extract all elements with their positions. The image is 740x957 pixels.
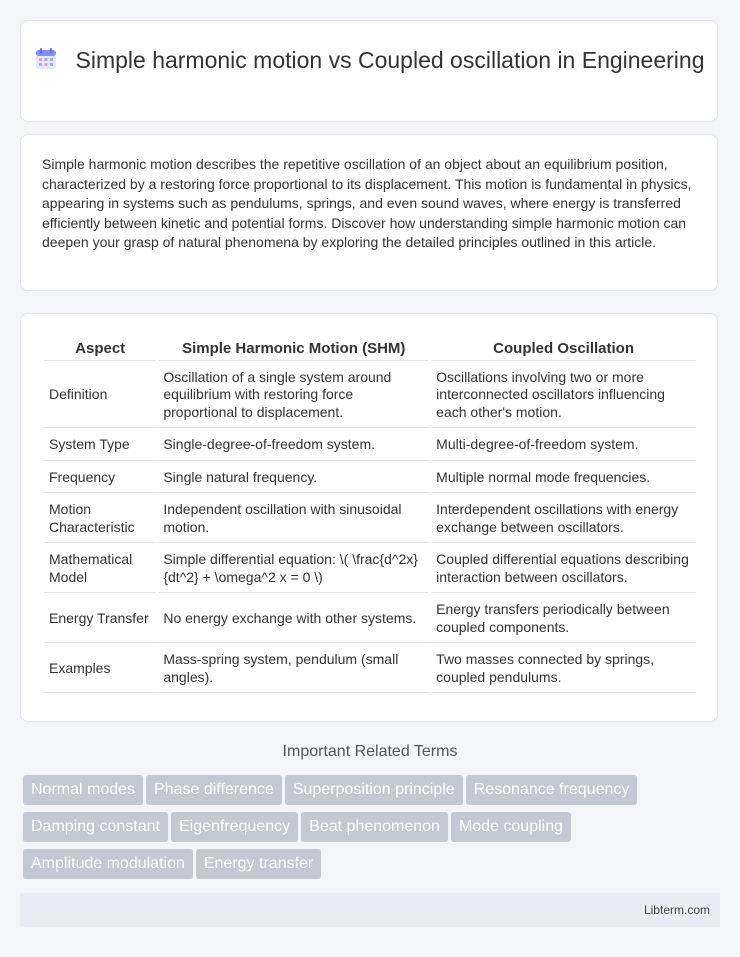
- tag-mode-coupling[interactable]: Mode coupling: [451, 812, 571, 842]
- cell-aspect: Examples: [44, 645, 156, 693]
- tag-resonance-frequency[interactable]: Resonance frequency: [466, 775, 638, 805]
- intro-card: [20, 134, 718, 291]
- page-title: Simple harmonic motion vs Coupled oscillation in Engineering: [75, 47, 705, 73]
- cell-coupled: Two masses connected by springs, coupled pendulums.: [431, 645, 696, 693]
- table-row: [44, 645, 696, 693]
- cell-aspect: System Type: [44, 430, 156, 461]
- cell-aspect: Frequency: [44, 463, 156, 494]
- cell-aspect: Motion Characteristic: [44, 495, 156, 543]
- tag-amplitude-modulation[interactable]: Amplitude modulation: [23, 849, 193, 879]
- tag-damping-constant[interactable]: Damping constant: [23, 812, 168, 842]
- cell-shm: Single-degree-of-freedom system.: [158, 430, 429, 461]
- cell-coupled: Oscillations involving two or more interconnected oscillators influencing each other's motion.: [431, 363, 696, 429]
- tag-superposition-principle[interactable]: Superposition principle: [285, 775, 463, 805]
- header-coupled: Coupled Oscillation: [431, 335, 696, 361]
- table-row: [44, 463, 696, 494]
- page-title-block: [21, 46, 717, 75]
- cell-coupled: Energy transfers periodically between coupled components.: [431, 595, 696, 643]
- header-aspect: Aspect: [44, 335, 156, 361]
- comparison-table: [42, 333, 698, 695]
- tag-phase-difference[interactable]: Phase difference: [146, 775, 282, 805]
- intro-text: Simple harmonic motion describes the repetitive oscillation of an object about an equilibrium position, characterized by a restoring force proportional to its displacement. This motion is fundamental in physics, appearing in systems such as pendulums, springs, and even sound waves, where energy is transferred efficiently between kinetic and potential forms. Discover how understanding simple harmonic motion can deepen your grasp of natural phenomena by exploring the detailed principles outlined in this article.: [42, 156, 692, 251]
- header-shm: Simple Harmonic Motion (SHM): [158, 335, 429, 361]
- cell-coupled: Interdependent oscillations with energy exchange between oscillators.: [431, 495, 696, 543]
- cell-aspect: Definition: [44, 363, 156, 429]
- cell-shm: No energy exchange with other systems.: [158, 595, 429, 643]
- cell-shm: Simple differential equation: \( \frac{d^2x}{dt^2} + \omega^2 x = 0 \): [158, 545, 429, 593]
- footer-site-link[interactable]: Libterm.com: [643, 903, 710, 917]
- tag-eigenfrequency[interactable]: Eigenfrequency: [171, 812, 298, 842]
- cell-shm: Independent oscillation with sinusoidal motion.: [158, 495, 429, 543]
- cell-shm: Single natural frequency.: [158, 463, 429, 494]
- table-row: [44, 545, 696, 593]
- tag-normal-modes[interactable]: Normal modes: [23, 775, 143, 805]
- title-card: [20, 20, 718, 122]
- table-row: [44, 495, 696, 543]
- cell-shm: Oscillation of a single system around equilibrium with restoring force proportional to displacement.: [158, 363, 429, 429]
- cell-shm: Mass-spring system, pendulum (small angles).: [158, 645, 429, 693]
- cell-aspect: Energy Transfer: [44, 595, 156, 643]
- related-terms-tags: [23, 775, 683, 886]
- tag-energy-transfer[interactable]: Energy transfer: [196, 849, 321, 879]
- table-row: [44, 363, 696, 429]
- cell-coupled: Multiple normal mode frequencies.: [431, 463, 696, 494]
- comparison-card: [20, 313, 718, 722]
- cell-aspect: Mathematical Model: [44, 545, 156, 593]
- cell-coupled: Multi-degree-of-freedom system.: [431, 430, 696, 461]
- calendar-icon: [34, 47, 58, 71]
- table-row: [44, 595, 696, 643]
- table-header-row: [44, 335, 696, 361]
- table-row: [44, 430, 696, 461]
- related-terms-heading: Important Related Terms: [282, 743, 458, 760]
- tag-beat-phenomenon[interactable]: Beat phenomenon: [301, 812, 448, 842]
- cell-coupled: Coupled differential equations describing interaction between oscillators.: [431, 545, 696, 593]
- footer: [20, 893, 720, 927]
